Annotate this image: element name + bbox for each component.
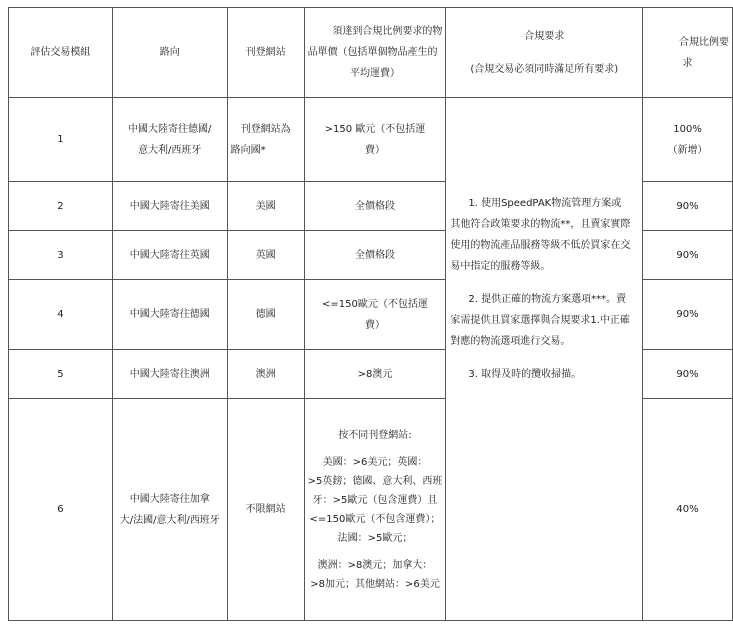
header-row [9,8,733,98]
header-route: 路向 [112,8,227,98]
ratio-value: 100% [673,123,702,135]
ratio-sub: （新增） [667,144,708,156]
site-cell: 澳洲 [227,350,304,399]
header-ratio-line1: 合規比例要 [679,36,729,48]
price-cell [304,98,446,182]
route-line: 中國大陸寄往加拿 [129,493,210,505]
site-cell: 美國 [227,182,304,231]
price-line: <=150歐元（不包含運費）； [309,513,441,525]
header-ratio-line2: 求 [682,57,693,69]
requirement-1-line: 易中指定的服務等級。 [450,261,551,272]
price-cell [304,399,446,621]
module-cell: 5 [9,350,113,399]
requirement-2-line: 2. 提供正確的物流方案選項***。賣 [468,294,627,305]
table-row [9,98,733,182]
module-cell: 2 [9,182,113,231]
header-module: 評估交易模組 [9,8,113,98]
route-line: 意大利/西班牙 [138,144,202,156]
requirement-1-line: 1. 使用SpeedPAK物流管理方案或 [468,198,622,209]
site-line: 刊登網站為 [240,123,291,135]
route-cell: 中國大陸寄往英國 [112,231,227,280]
site-line: 路向國* [230,144,266,156]
site-cell: 不限網站 [227,399,304,621]
requirement-2-line: 對應的物流選項進行交易。 [450,336,571,347]
requirement-1-line: 使用的物流產品服務等級不低於買家在交 [450,240,631,251]
ratio-cell: 90% [643,231,733,280]
price-line: 牙：>5歐元（包含運費）且 [312,494,438,506]
route-cell: 中國大陸寄往德國 [112,280,227,350]
route-cell: 中國大陸寄往美國 [112,182,227,231]
header-req-title: 合規要求 [524,30,565,42]
route-cell [112,98,227,182]
header-ratio [643,8,733,98]
price-line: >8加元；其他網站：>6美元 [310,578,440,590]
requirement-1-line: 其他符合政策要求的物流**，且賣家實際 [450,219,631,230]
price-line [308,445,443,453]
header-price-line3: 平均運費） [349,68,400,79]
header-req-note: (合規交易必須同時滿足所有要求) [470,63,619,75]
compliance-table [8,7,733,621]
price-line: 按不同刊登網站: [338,429,412,441]
route-cell: 中國大陸寄往澳洲 [112,350,227,399]
header-price [304,8,446,98]
ratio-cell: 40% [643,399,733,621]
site-cell: 英國 [227,231,304,280]
price-line [308,548,443,556]
header-requirements [446,8,643,98]
site-cell: 德國 [227,280,304,350]
requirement-3-line: 3. 取得及時的攬收掃描。 [468,369,582,380]
price-line: 澳洲：>8澳元；加拿大： [317,559,433,571]
price-line: >150 歐元（不包括運 [324,123,426,135]
price-cell: 全價格段 [304,231,446,280]
route-cell [112,399,227,621]
ratio-cell: 90% [643,350,733,399]
ratio-cell: 90% [643,182,733,231]
requirement-2-line: 家需提供且買家選擇與合規要求1.中正確 [450,315,630,326]
requirements-cell [446,98,643,621]
ratio-cell: 90% [643,280,733,350]
price-line: >5英鎊；德國、意大利、西班 [307,475,443,487]
module-cell: 3 [9,231,113,280]
header-price-line1: 須達到合規比例要求的物 [332,26,443,37]
price-line: <=150歐元（不包括運 [322,298,428,310]
route-line: 大/法國/意大利/西班牙 [119,514,220,526]
module-cell: 6 [9,399,113,621]
header-site: 刊登網站 [227,8,304,98]
module-cell: 4 [9,280,113,350]
price-cell: >8澳元 [304,350,446,399]
header-price-line2: 品單價（包括單個物品產生的 [307,47,438,58]
price-line: 美國：>6美元；英國： [322,456,428,468]
price-cell [304,280,446,350]
price-line: 費） [364,319,385,331]
price-cell: 全價格段 [304,182,446,231]
price-line: 法國：>5歐元； [337,532,413,544]
site-cell [227,98,304,182]
ratio-cell [643,98,733,182]
price-line: 費） [364,144,385,156]
module-cell: 1 [9,98,113,182]
route-line: 中國大陸寄往德國/ [128,123,212,135]
